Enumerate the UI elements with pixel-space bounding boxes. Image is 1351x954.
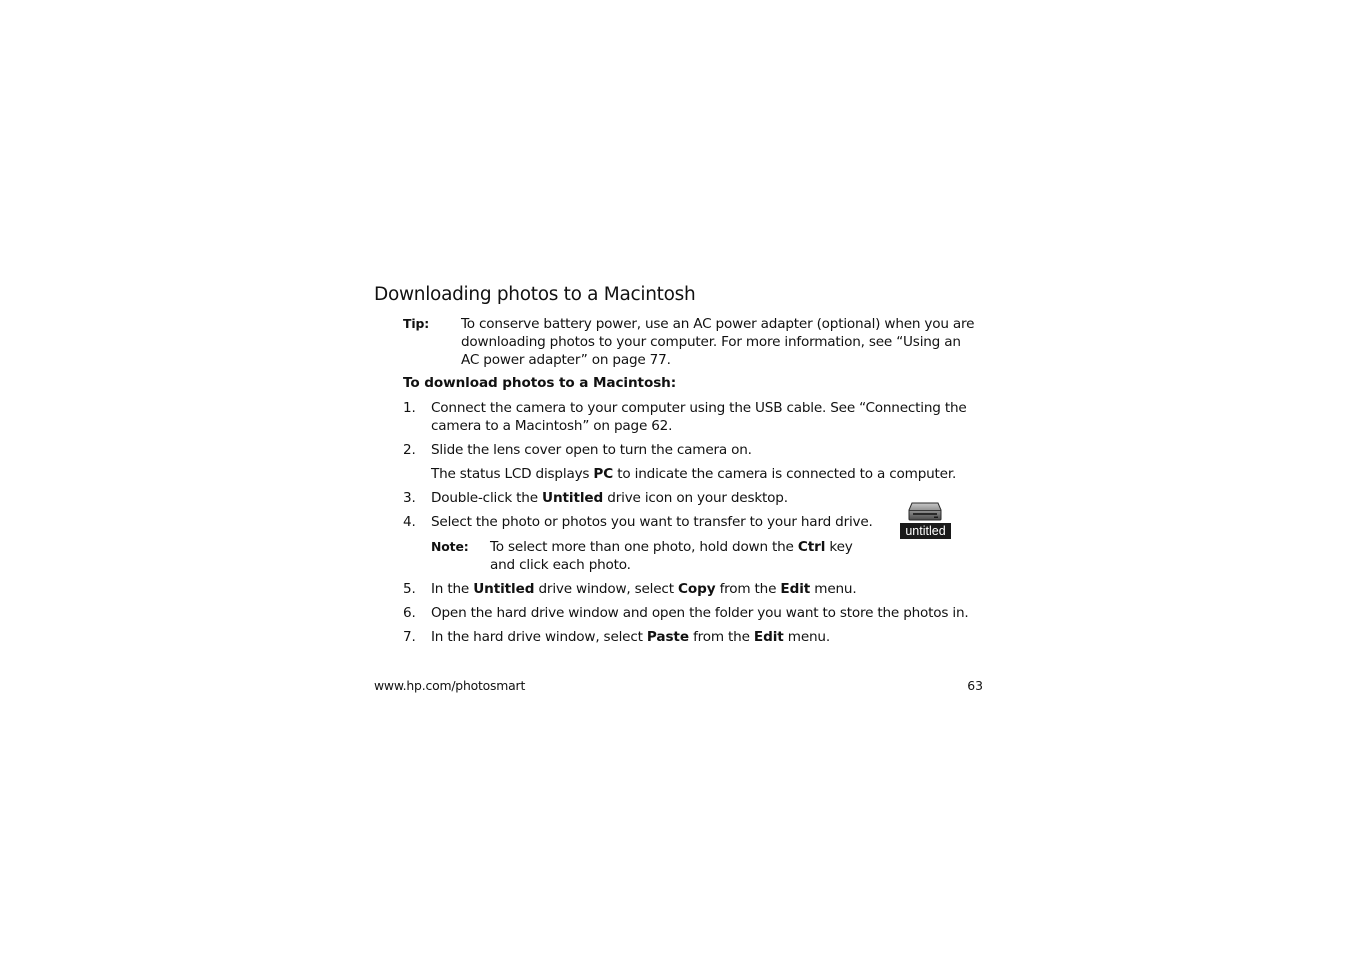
step-text-part: drive window, select [534, 581, 678, 597]
key-name: Ctrl [797, 539, 826, 555]
step-text: Connect the camera to your computer using the USB cable. See “Connecting the camera to a Macintosh” on page 62. [431, 400, 967, 434]
note-label: Note: [431, 539, 469, 554]
step-text-part: from the [688, 629, 754, 645]
drive-name: Untitled [473, 581, 535, 597]
tip-label: Tip: [403, 316, 430, 331]
step-text-part: Double-click the [431, 490, 542, 506]
tip-text: To conserve battery power, use an AC power adapter (optional) when you are downloading photos to your computer. For more information, see “Using an AC power adapter” on page 77. [461, 316, 975, 368]
hard-drive-icon [908, 502, 942, 521]
step-text-part: drive icon on your desktop. [603, 490, 788, 506]
untitled-drive-icon [899, 502, 953, 540]
note-text-part: To select more than one photo, hold down the [490, 539, 798, 555]
step-text [431, 628, 991, 646]
step-text-part: from the [715, 581, 781, 597]
drive-name: Untitled [542, 490, 604, 506]
step-text: Select the photo or photos you want to transfer to your hard drive. [431, 514, 873, 530]
step-number: 3. [403, 490, 416, 506]
step-text-part: menu. [810, 581, 857, 597]
step-text-part: menu. [783, 629, 830, 645]
drive-label: untitled [900, 523, 951, 539]
command-name: Copy [677, 581, 716, 597]
step-text: Open the hard drive window and open the folder you want to store the photos in. [431, 605, 969, 621]
page-number: 63 [967, 678, 983, 693]
detail-text: The status LCD displays [431, 466, 594, 482]
step-text-part: In the [431, 581, 474, 597]
page-title: Downloading photos to a Macintosh [374, 284, 696, 305]
step-text-part: In the hard drive window, select [431, 629, 647, 645]
menu-name: Edit [780, 581, 811, 597]
detail-text: to indicate the camera is connected to a computer. [613, 466, 957, 482]
step-number: 4. [403, 514, 416, 530]
step-number: 7. [403, 629, 416, 645]
menu-name: Edit [753, 629, 784, 645]
step-number: 5. [403, 581, 416, 597]
note-text-part: key and click each photo. [490, 539, 853, 573]
footer-url: www.hp.com/photosmart [374, 678, 526, 693]
step-number: 1. [403, 400, 416, 416]
note-text [490, 538, 870, 574]
step-detail [431, 465, 991, 483]
lcd-code: PC [593, 466, 614, 482]
command-name: Paste [646, 629, 689, 645]
step-number: 6. [403, 605, 416, 621]
procedure-title: To download photos to a Macintosh: [403, 375, 677, 391]
step-text [431, 580, 991, 598]
step-number: 2. [403, 442, 416, 458]
step-text: Slide the lens cover open to turn the camera on. [431, 442, 752, 458]
